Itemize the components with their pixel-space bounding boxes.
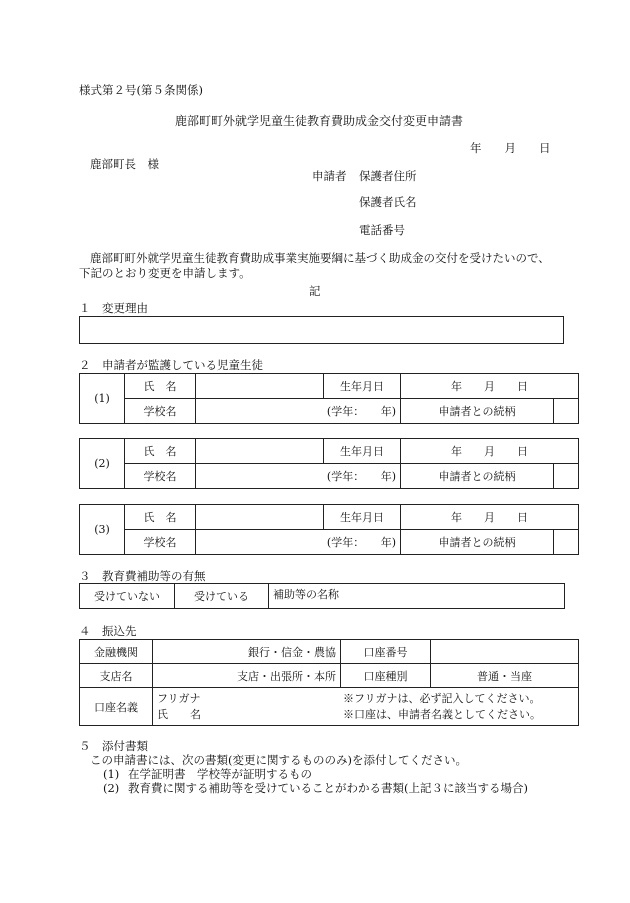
- form-number: 様式第２号(第５条関係): [79, 83, 203, 97]
- grade-field[interactable]: (学年： 年): [196, 530, 401, 555]
- attachment-item-text: 教育費に関する補助等を受けていることがわかる書類(上記３に該当する場合): [128, 781, 528, 795]
- student-table-1: [79, 373, 579, 424]
- student-number: (3): [80, 505, 125, 555]
- relation-label: 申請者との続柄: [401, 399, 554, 424]
- holder-field[interactable]: [153, 688, 579, 726]
- branch-label: 支店名: [80, 664, 153, 688]
- grade-field[interactable]: (学年： 年): [196, 399, 401, 424]
- school-label: 学校名: [125, 530, 196, 555]
- grade-field[interactable]: (学年： 年): [196, 464, 401, 489]
- holder-label: 口座名義: [80, 688, 153, 726]
- attachment-item-number: (1): [103, 767, 120, 781]
- branch-type-field[interactable]: 支店・出張所・本所: [153, 664, 341, 688]
- relation-field[interactable]: [554, 530, 579, 555]
- birth-date-field[interactable]: 年 月 日: [401, 374, 579, 399]
- body-text-line2: 下記のとおり変更を申請します。: [79, 266, 251, 280]
- student-table-3: [79, 504, 579, 555]
- addressee: 鹿部町長 様: [90, 157, 159, 171]
- name-field[interactable]: [196, 505, 324, 530]
- attachment-item-number: (2): [103, 781, 120, 795]
- attachment-item-text: 在学証明書 学校等が証明するもの: [128, 767, 312, 781]
- relation-field[interactable]: [554, 464, 579, 489]
- relation-label: 申請者との続柄: [401, 464, 554, 489]
- account-holder-note: ※口座は、申請者名義としてください。: [343, 708, 541, 721]
- birth-label: 生年月日: [324, 374, 401, 399]
- bank-table: [79, 639, 579, 726]
- name-label: 氏 名: [125, 374, 196, 399]
- applicant-name-label: 保護者氏名: [359, 195, 417, 209]
- furigana-note: ※フリガナは、必ず記入してください。: [343, 692, 541, 705]
- receiving-option[interactable]: 受けている: [175, 584, 269, 609]
- birth-label: 生年月日: [324, 505, 401, 530]
- name-label: 氏 名: [125, 505, 196, 530]
- relation-field[interactable]: [554, 399, 579, 424]
- applicant-address-label: 保護者住所: [359, 169, 417, 183]
- account-type-field[interactable]: 普通・当座: [431, 664, 579, 688]
- birth-date-field[interactable]: 年 月 日: [401, 439, 579, 464]
- name-label: 氏 名: [125, 439, 196, 464]
- body-text-line1: 鹿部町町外就学児童生徒教育費助成事業実施要綱に基づく助成金の交付を受けたいので、: [90, 251, 550, 265]
- furigana-label: フリガナ: [157, 692, 201, 705]
- holder-name-label: 氏 名: [157, 708, 201, 721]
- student-number: (1): [80, 374, 125, 424]
- relation-label: 申請者との続柄: [401, 530, 554, 555]
- subsidy-table: [79, 583, 565, 609]
- school-label: 学校名: [125, 464, 196, 489]
- applicant-label: 申請者: [312, 169, 347, 183]
- section5-title: ５ 添付書類: [79, 739, 148, 753]
- page-title: 鹿部町町外就学児童生徒教育費助成金交付変更申請書: [175, 114, 464, 128]
- change-reason-box[interactable]: [79, 316, 564, 344]
- birth-label: 生年月日: [324, 439, 401, 464]
- section1-title: １ 変更理由: [79, 301, 148, 315]
- attachment-intro: この申請書には、次の書類(変更に関するもののみ)を添付してください。: [90, 753, 467, 767]
- name-field[interactable]: [196, 374, 324, 399]
- ki-marker: 記: [309, 284, 321, 298]
- account-number-label: 口座番号: [341, 640, 431, 664]
- name-field[interactable]: [196, 439, 324, 464]
- bank-label: 金融機関: [80, 640, 153, 664]
- section4-title: ４ 振込先: [79, 624, 137, 638]
- school-label: 学校名: [125, 399, 196, 424]
- account-type-label: 口座種別: [341, 664, 431, 688]
- applicant-phone-label: 電話番号: [359, 223, 405, 237]
- account-number-field[interactable]: [431, 640, 579, 664]
- section2-title: ２ 申請者が監護している児童生徒: [79, 358, 263, 372]
- birth-date-field[interactable]: 年 月 日: [401, 505, 579, 530]
- bank-type-field[interactable]: 銀行・信金・農協: [153, 640, 341, 664]
- section3-title: ３ 教育費補助等の有無: [79, 569, 206, 583]
- student-table-2: [79, 438, 579, 489]
- not-receiving-option[interactable]: 受けていない: [80, 584, 175, 609]
- student-number: (2): [80, 439, 125, 489]
- subsidy-name-field[interactable]: 補助等の名称: [269, 584, 565, 609]
- date-line: 年 月 日: [470, 141, 551, 155]
